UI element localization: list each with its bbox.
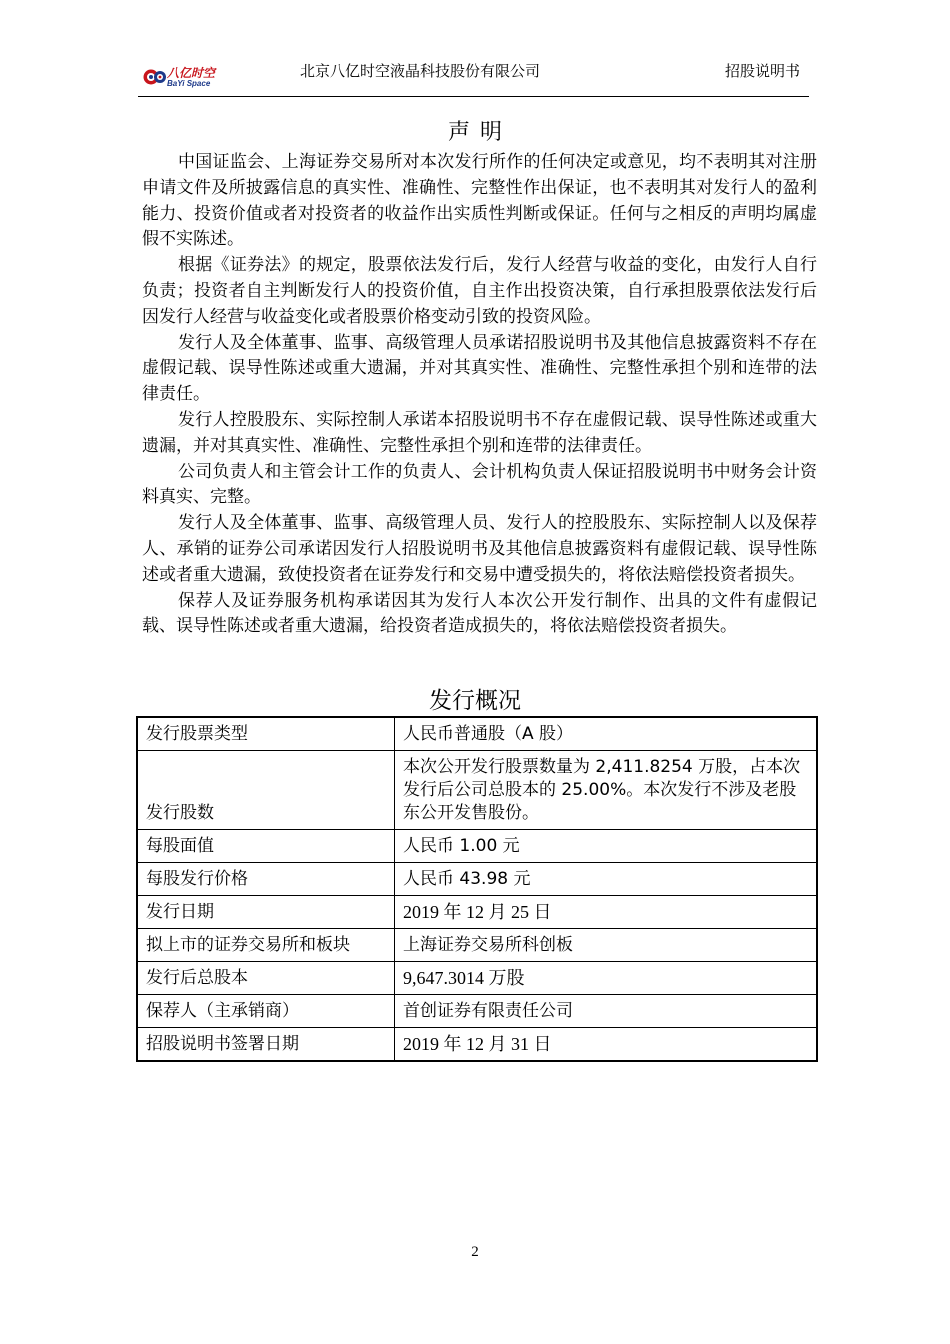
table-row — [137, 896, 817, 929]
table-row — [137, 863, 817, 896]
statement-paragraph: 发行人控股股东、实际控制人承诺本招股说明书不存在虚假记载、误导性陈述或重大遗漏，并对其真实性、准确性、完整性承担个别和连带的法律责任。 — [142, 409, 817, 456]
table-row — [137, 962, 817, 995]
row-label: 招股说明书签署日期 — [137, 1028, 395, 1062]
table-row — [137, 995, 817, 1028]
row-label: 发行日期 — [137, 896, 395, 929]
bayi-logo-icon — [143, 67, 167, 87]
row-label: 保荐人（主承销商） — [137, 995, 395, 1028]
logo-chinese-text: 八亿时空 — [167, 66, 216, 80]
row-label: 每股发行价格 — [137, 863, 395, 896]
row-label: 发行股数 — [137, 751, 395, 830]
statement-paragraph: 中国证监会、上海证券交易所对本次发行所作的任何决定或意见，均不表明其对注册申请文件及所披露信息的真实性、准确性、完整性作出保证，也不表明其对发行人的盈利能力、投资价值或者对投资者的收益作出实质性判断或保证。任何与之相反的声明均属虚假不实陈述。 — [142, 152, 817, 250]
page-number: 2 — [471, 1244, 479, 1260]
row-value: 人民币普通股（A 股） — [395, 717, 818, 751]
table-row — [137, 1028, 817, 1062]
row-label: 每股面值 — [137, 830, 395, 863]
header-document-type: 招股说明书 — [725, 62, 801, 80]
row-label: 发行股票类型 — [137, 717, 395, 751]
statement-title: 声明 — [447, 120, 512, 145]
row-value: 2019 年 12 月 25 日 — [395, 896, 818, 929]
statement-paragraph: 发行人及全体董事、监事、高级管理人员承诺招股说明书及其他信息披露资料不存在虚假记载、误导性陈述或重大遗漏，并对其真实性、准确性、完整性承担个别和连带的法律责任。 — [142, 332, 817, 405]
statement-paragraph: 根据《证券法》的规定，股票依法发行后，发行人经营与收益的变化，由发行人自行负责；投资者自主判断发行人的投资价值，自主作出投资决策，自行承担股票依法发行后因发行人经营与收益变化或者股票价格变动引致的投资风险。 — [142, 255, 817, 327]
page-header — [138, 56, 809, 97]
statement-paragraph: 公司负责人和主管会计工作的负责人、会计机构负责人保证招股说明书中财务会计资料真实、完整。 — [142, 461, 817, 508]
table-row — [137, 751, 817, 830]
overview-title: 发行概况 — [429, 688, 521, 714]
company-logo — [143, 64, 225, 92]
table-row — [137, 830, 817, 863]
statement-paragraph: 发行人及全体董事、监事、高级管理人员、发行人的控股股东、实际控制人以及保荐人、承销的证券公司承诺因发行人招股说明书及其他信息披露资料有虚假记载、误导性陈述或者重大遗漏，致使投资者在证券发行和交易中遭受损失的，将依法赔偿投资者损失。 — [142, 513, 817, 585]
table-row — [137, 929, 817, 962]
row-value: 本次公开发行股票数量为 2,411.8254 万股，占本次发行后公司总股本的 25.00%。本次发行不涉及老股东公开发售股份。 — [395, 751, 818, 830]
row-value: 2019 年 12 月 31 日 — [395, 1028, 818, 1062]
row-value: 人民币 1.00 元 — [395, 830, 818, 863]
row-value: 上海证券交易所科创板 — [395, 929, 818, 962]
row-value: 人民币 43.98 元 — [395, 863, 818, 896]
row-label: 发行后总股本 — [137, 962, 395, 995]
statement-paragraph: 保荐人及证券服务机构承诺因其为发行人本次公开发行制作、出具的文件有虚假记载、误导性陈述或者重大遗漏，给投资者造成损失的，将依法赔偿投资者损失。 — [142, 590, 817, 637]
overview-table — [136, 716, 818, 1062]
header-company-name: 北京八亿时空液晶科技股份有限公司 — [300, 62, 541, 80]
row-label: 拟上市的证券交易所和板块 — [137, 929, 395, 962]
table-row — [137, 717, 817, 751]
statement-body — [142, 150, 817, 640]
row-value: 9,647.3014 万股 — [395, 962, 818, 995]
logo-english-text: BaYi Space — [167, 79, 211, 88]
row-value: 首创证券有限责任公司 — [395, 995, 818, 1028]
